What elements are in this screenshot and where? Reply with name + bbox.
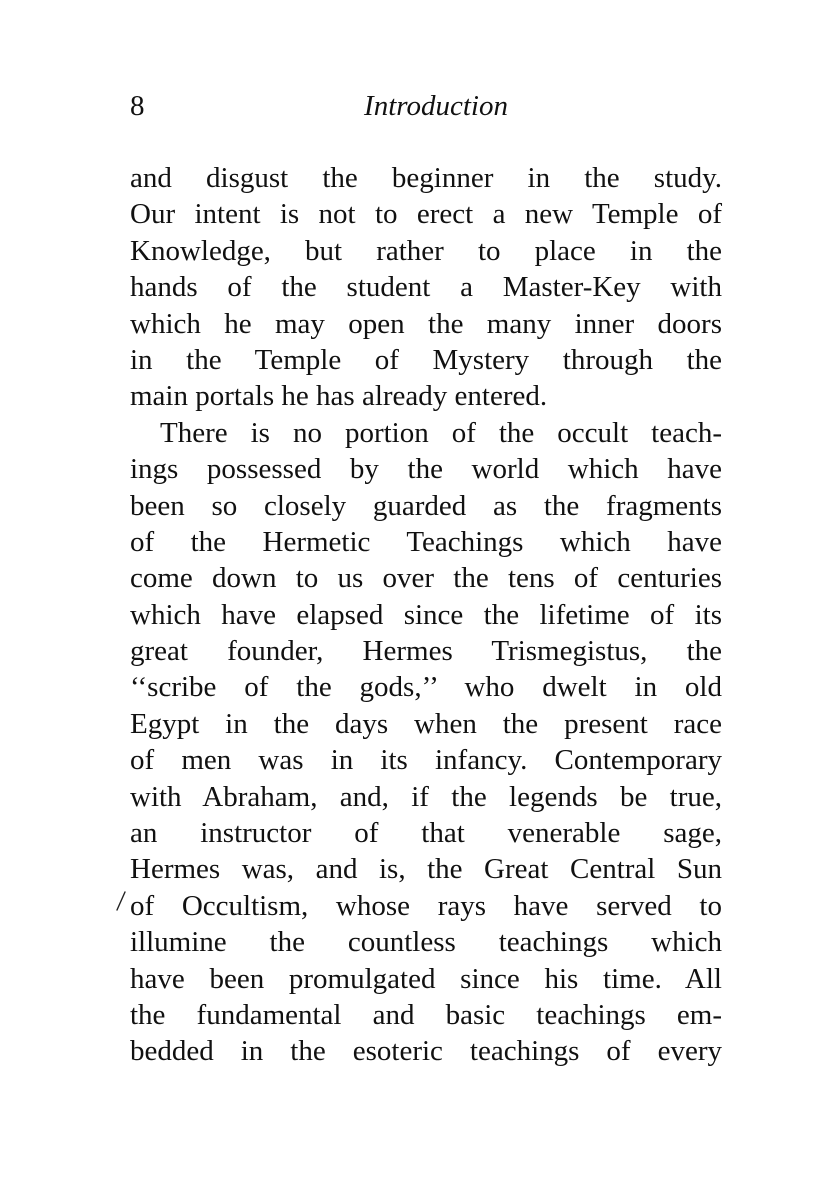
text-line: have been promulgated since his time. All: [130, 962, 722, 995]
text-line: of the Hermetic Teachings which have: [130, 525, 722, 558]
text-line: of men was in its infancy. Contemporary: [130, 744, 722, 777]
paragraph-2: [130, 415, 722, 1070]
text-line: of Occultism, whose rays have served to: [130, 889, 722, 922]
page-number: 8: [130, 90, 145, 122]
text-line: which have elapsed since the lifetime of its: [130, 598, 722, 631]
text-line: Knowledge, but rather to place in the: [130, 234, 722, 267]
running-title: Introduction: [364, 90, 508, 122]
text-line: Our intent is not to erect a new Temple of: [130, 198, 722, 231]
text-line: ‘‘scribe of the gods,’’ who dwelt in old: [130, 671, 722, 704]
pencil-mark-icon: [115, 888, 127, 912]
text-line: hands of the student a Master-Key with: [130, 271, 722, 304]
text-line: which he may open the many inner doors: [130, 307, 722, 340]
text-line: in the Temple of Mystery through the: [130, 343, 722, 376]
text-line: come down to us over the tens of centuries: [130, 562, 722, 595]
text-line: great founder, Hermes Trismegistus, the: [130, 635, 722, 668]
text-line: Hermes was, and is, the Great Central Sun: [130, 853, 722, 886]
text-line: been so closely guarded as the fragments: [130, 489, 722, 522]
text-line: an instructor of that venerable sage,: [130, 817, 722, 850]
text-line: bedded in the esoteric teachings of every: [130, 1035, 722, 1068]
page-header: [130, 90, 722, 134]
text-line: ings possessed by the world which have: [130, 453, 722, 486]
body-text: [130, 160, 722, 1070]
text-line: illumine the countless teachings which: [130, 926, 722, 959]
text-line: There is no portion of the occult teach-: [160, 416, 722, 449]
paragraph-1: [130, 160, 722, 415]
text-line: the fundamental and basic teachings em-: [130, 998, 722, 1031]
text-line: main portals he has already entered.: [130, 380, 548, 413]
text-line: with Abraham, and, if the legends be true,: [130, 780, 722, 813]
text-line: Egypt in the days when the present race: [130, 707, 722, 740]
text-line: and disgust the beginner in the study.: [130, 162, 722, 194]
